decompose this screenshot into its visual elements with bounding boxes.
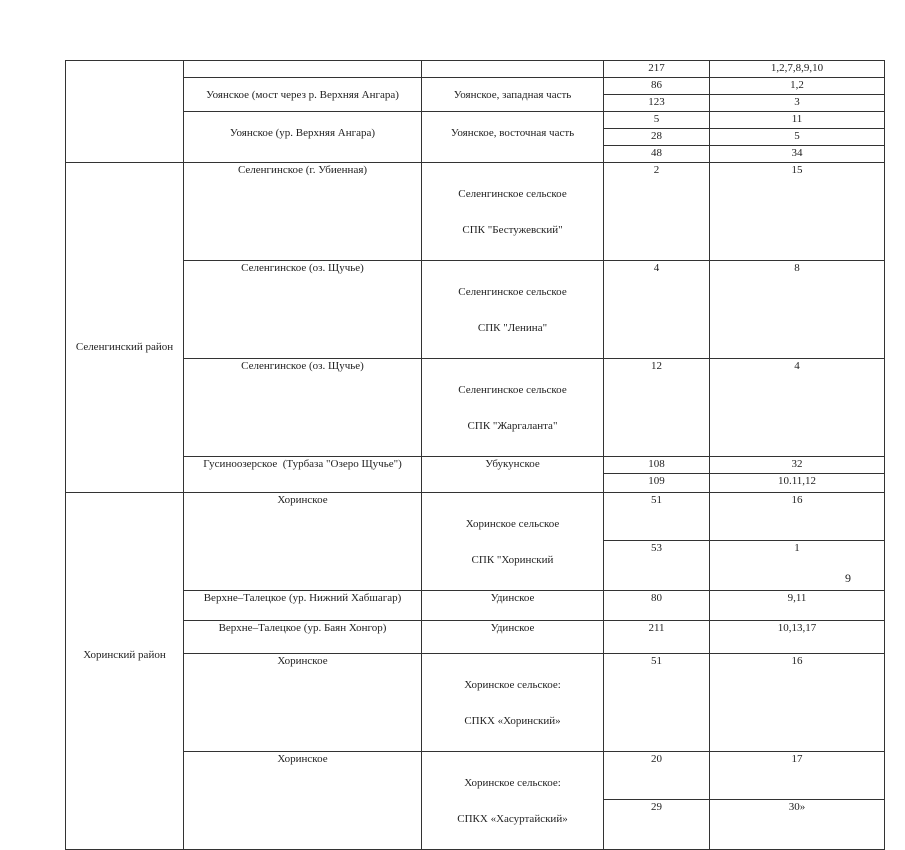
district-cell: Хоринский район: [66, 493, 184, 850]
organization-cell: [422, 163, 604, 261]
quarter-number-cell: 108: [604, 457, 710, 474]
table-row: [66, 359, 885, 457]
location-cell: Селенгинское (оз. Щучье): [184, 261, 422, 359]
location-cell: [184, 61, 422, 78]
table-row: [66, 493, 885, 541]
compartment-numbers-cell: 1,2: [710, 78, 885, 95]
organization-line: Селенгинское сельское: [458, 384, 567, 396]
compartment-numbers-cell: 10.11,12: [710, 474, 885, 493]
compartment-numbers-cell: 1,2,7,8,9,10: [710, 61, 885, 78]
compartment-numbers-cell: 16: [710, 654, 885, 752]
organization-line: Хоринское сельское:: [464, 777, 561, 789]
organization-line: СПКХ «Хасуртайский»: [457, 813, 568, 825]
quarter-number-cell: 29: [604, 799, 710, 849]
compartment-numbers-cell: 10,13,17: [710, 621, 885, 654]
compartment-numbers-cell: 8: [710, 261, 885, 359]
location-cell: Селенгинское (г. Убиенная): [184, 163, 422, 261]
location-cell: Хоринское: [184, 654, 422, 752]
organization-line: Селенгинское сельское: [458, 188, 567, 200]
location-cell: Верхне–Талецкое (ур. Нижний Хабшагар): [184, 591, 422, 621]
table-row: [66, 163, 885, 261]
quarter-number-cell: 48: [604, 146, 710, 163]
organization-line: Хоринское сельское: [465, 518, 560, 530]
quarter-number-cell: 109: [604, 474, 710, 493]
organization-line: Убукунское: [485, 458, 540, 470]
table-row: [66, 112, 885, 129]
organization-line: СПК "Бестужевский": [462, 224, 563, 236]
compartment-numbers-cell: 9,11: [710, 591, 885, 621]
location-cell: Гусиноозерское (Турбаза "Озеро Щучье"): [184, 457, 422, 493]
page-number: 9: [845, 571, 851, 585]
organization-line: Уоянское, восточная часть: [450, 126, 575, 139]
organization-cell: [422, 112, 604, 163]
organization-cell: [422, 752, 604, 850]
compartment-numbers-cell: 5: [710, 129, 885, 146]
quarter-number-cell: 51: [604, 654, 710, 752]
quarter-number-cell: 211: [604, 621, 710, 654]
compartment-numbers-cell: 32: [710, 457, 885, 474]
organization-cell: [422, 654, 604, 752]
organization-line: Хоринское сельское:: [464, 679, 561, 691]
organization-line: Удинское: [490, 622, 535, 634]
organization-line: СПК "Жаргаланта": [467, 420, 558, 432]
quarter-number-cell: 217: [604, 61, 710, 78]
compartment-numbers-cell: 17: [710, 752, 885, 800]
organization-line: Удинское: [490, 592, 535, 604]
district-cell: [66, 61, 184, 163]
compartment-numbers-cell: 34: [710, 146, 885, 163]
organization-cell: [422, 457, 604, 493]
quarter-number-cell: 80: [604, 591, 710, 621]
compartment-numbers-cell: 3: [710, 95, 885, 112]
organization-cell: [422, 261, 604, 359]
table-row: [66, 61, 885, 78]
compartment-numbers-cell: 11: [710, 112, 885, 129]
organization-cell: [422, 61, 604, 78]
table-row: [66, 78, 885, 95]
table-row: [66, 457, 885, 474]
organization-line: Селенгинское сельское: [458, 286, 567, 298]
location-cell: Хоринское: [184, 493, 422, 591]
quarter-number-cell: 51: [604, 493, 710, 541]
quarter-number-cell: 4: [604, 261, 710, 359]
organization-line: СПК "Хоринский: [471, 554, 554, 566]
location-cell: Верхне–Талецкое (ур. Баян Хонгор): [184, 621, 422, 654]
quarter-number-cell: 86: [604, 78, 710, 95]
compartment-numbers-cell: 16: [710, 493, 885, 541]
organization-line: СПКХ «Хоринский»: [464, 715, 561, 727]
table-row: [66, 261, 885, 359]
organization-line: Уоянское, западная часть: [453, 89, 572, 101]
table-row: [66, 654, 885, 752]
data-table: [65, 60, 885, 850]
table-row: [66, 621, 885, 654]
quarter-number-cell: 5: [604, 112, 710, 129]
table-row: [66, 752, 885, 800]
quarter-number-cell: 20: [604, 752, 710, 800]
organization-cell: [422, 591, 604, 621]
quarter-number-cell: 53: [604, 540, 710, 590]
compartment-numbers-cell: 4: [710, 359, 885, 457]
location-cell: Селенгинское (оз. Щучье): [184, 359, 422, 457]
organization-cell: [422, 621, 604, 654]
organization-cell: [422, 493, 604, 591]
quarter-number-cell: 123: [604, 95, 710, 112]
location-cell: Хоринское: [184, 752, 422, 850]
compartment-numbers-cell: 1: [710, 540, 885, 590]
organization-line: СПК "Ленина": [477, 322, 548, 334]
organization-cell: [422, 78, 604, 112]
quarter-number-cell: 2: [604, 163, 710, 261]
location-cell: Уоянское (мост через р. Верхняя Ангара): [184, 78, 422, 112]
compartment-numbers-cell: 15: [710, 163, 885, 261]
compartment-numbers-cell: 30»: [710, 799, 885, 849]
district-cell: Селенгинский район: [66, 163, 184, 493]
table-row: [66, 591, 885, 621]
location-cell: Уоянское (ур. Верхняя Ангара): [184, 112, 422, 163]
quarter-number-cell: 12: [604, 359, 710, 457]
organization-cell: [422, 359, 604, 457]
quarter-number-cell: 28: [604, 129, 710, 146]
